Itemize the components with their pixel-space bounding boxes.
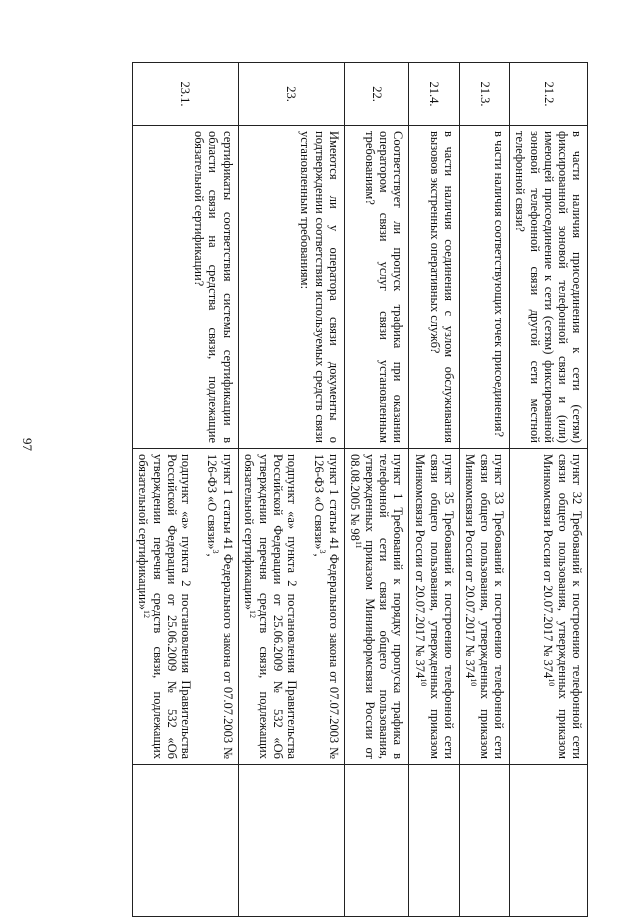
legal-reference-text: пункт 1 статьи 41 Федерального закона от 07.07.2003 № 126-ФЗ «О связи» [311,454,341,759]
legal-reference-text: пункт 1 статьи 41 Федерального закона от 07.07.2003 № 126-ФЗ «О связи» [205,454,235,759]
legal-reference-cell [510,449,588,765]
legal-reference [540,454,584,759]
legal-reference [311,454,340,759]
table-row [238,63,344,917]
question-cell [409,126,460,449]
legal-reference [463,454,507,759]
legal-reference-cell [132,449,238,765]
row-number: 21.4. [409,63,460,126]
legal-reference [348,454,406,759]
answer-cell [510,765,588,917]
row-number: 23. [238,63,344,126]
row-number: 21.2. [510,63,588,126]
answer-cell [132,765,238,917]
table-row [344,63,409,917]
row-number: 23.1. [132,63,238,126]
answer-cell [409,765,460,917]
footnote-marker: 12 [141,609,151,618]
question-cell [344,126,409,449]
legal-reference [412,454,456,759]
footnote-marker: 10 [418,678,428,687]
footnote-marker: 10 [469,678,479,687]
answer-cell [459,765,510,917]
legal-reference-text: пункт 1 Требований к порядку пропуска трафика в телефонной сети связи общего пользования, утвержденных приказом Мининформсвязи России от 08.08.2005 № 98 [347,454,406,759]
footnote-marker: 10 [546,678,556,687]
footnote-marker: 3 [317,549,327,554]
table-row [459,63,510,917]
punctuation: , [311,553,326,557]
legal-reference-cell [238,449,344,765]
requirements-table [132,62,588,917]
rotated-page [68,62,588,872]
answer-cell [238,765,344,917]
answer-cell [344,765,409,917]
question-cell [459,126,510,449]
question-text: сертификаты соответствия системы сертификации в области связи на средства связи, подлежащие обязательной сертификации? [192,131,235,443]
question-text: Имеются ли у оператора связи документы о подтверждении соответствия используемых средств связи установленным требованиям: [298,131,341,443]
table-row [132,63,238,917]
legal-reference-cell [409,449,460,765]
footnote-marker: 3 [211,549,221,554]
question-text: в части наличия соединения с узлом обслуживания вызовов экстренных оперативных служб? [427,131,456,443]
table-row [409,63,460,917]
punctuation: , [205,553,220,557]
legal-reference-text: подпункт «а» пункта 2 постановления Правительства Российской Федерации от 25.06.2009 № 532 «Об утверждении перечня средств связи, подлежащих обязательной сертификации» [241,454,300,759]
legal-reference [136,454,194,759]
legal-reference [242,454,300,759]
question-cell [238,126,344,449]
footnote-marker: 11 [353,540,363,549]
legal-reference-text: пункт 35 Требований к построению телефонной сети связи общего пользования, утвержденных приказом Минкомсвязи России от 20.07.2017 № 374 [412,454,456,759]
question-text: в части наличия присоединения к сети (сетям) фиксированной зоновой телефонной связи и (или) имеющей присоединение к сети (сетям) фиксированной зоновой телефонной связи другой сети местной телефонной связи? [513,131,584,443]
question-text: в части наличия соответствующих точек присоединения? [492,131,507,438]
page-number: 97 [20,438,35,451]
legal-reference-text: пункт 33 Требований к построению телефонной сети связи общего пользования, утвержденных приказом Минкомсвязи России от 20.07.2017 № 374 [462,454,507,759]
legal-reference-text: пункт 32 Требований к построению телефонной сети связи общего пользования, утвержденных приказом Минкомсвязи России от 20.07.2017 № 374 [540,454,584,759]
row-number: 22. [344,63,409,126]
question-text: Соответствует ли пропуск трафика при оказании оператором связи услуг связи установленным требованиям? [363,131,406,443]
legal-reference-text: подпункт «а» пункта 2 постановления Правительства Российской Федерации от 25.06.2009 № 532 «Об утверждении перечня средств связи, подлежащих обязательной сертификации» [135,454,194,759]
legal-reference-cell [459,449,510,765]
question-cell [510,126,588,449]
table-row [510,63,588,917]
legal-reference-cell [344,449,409,765]
legal-reference [205,454,234,759]
question-cell [132,126,238,449]
footnote-marker: 12 [247,609,257,618]
row-number: 21.3. [459,63,510,126]
